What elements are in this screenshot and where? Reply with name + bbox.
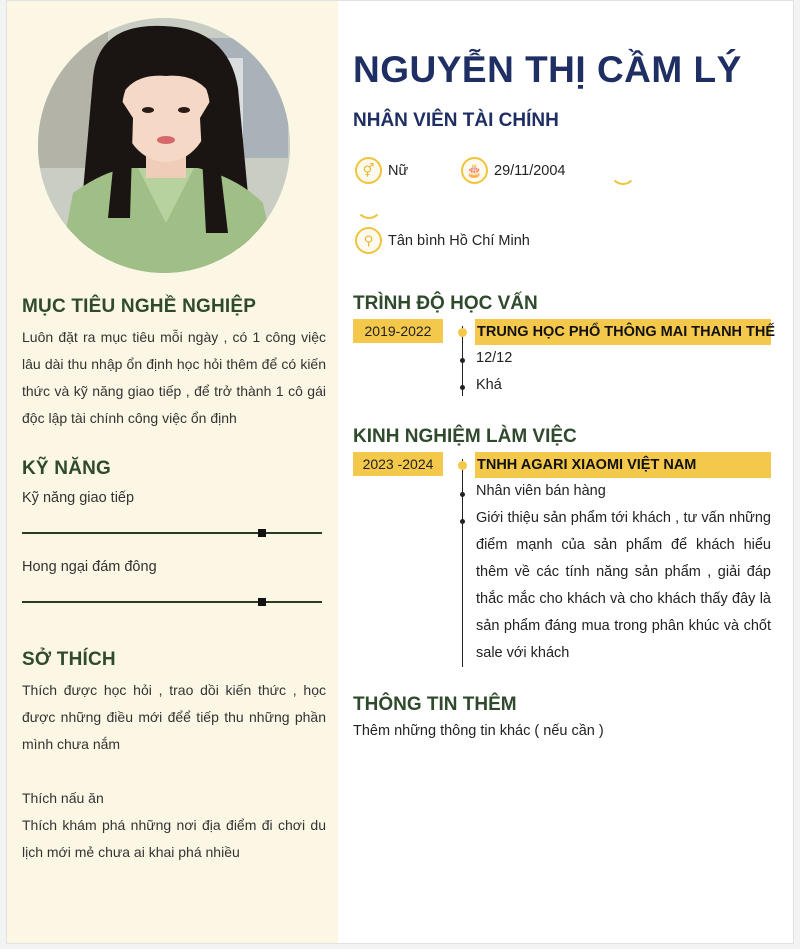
empty-icon-slot: [610, 159, 636, 185]
skill-level-bar: [22, 601, 322, 603]
career-goal-text: Luôn đặt ra mục tiêu mỗi ngày , có 1 công việc lâu dài thu nhập ổn định học hỏi thêm để có kiến thức và kỹ năng giao tiếp , để trở thành 1 cô gái độc lập tài chính công việc ổn định: [22, 329, 326, 426]
job-title: NHÂN VIÊN TÀI CHÍNH: [353, 110, 559, 131]
timeline-line: [462, 459, 463, 667]
address-info: [355, 227, 530, 254]
additional-title: THÔNG TIN THÊM: [353, 694, 517, 715]
hobby-item: Thích khám phá những nơi địa điểm đi chơi du lịch mới mẻ chưa ai khai phá nhiều: [22, 817, 326, 860]
avatar: [38, 18, 290, 273]
career-goal-title: MỤC TIÊU NGHỀ NGHIỆP: [22, 296, 257, 317]
sidebar: [7, 1, 338, 943]
education-grade: 12/12: [476, 350, 513, 366]
gender-value: Nữ: [388, 162, 409, 179]
hobby-item: Thích được học hỏi , trao dồi kiến thức , học được những điều mới đểể tiếp thu những phần mình chưa nắm: [22, 682, 326, 752]
hobbies-title: SỞ THÍCH: [22, 649, 116, 670]
gender-icon: ⚥: [355, 157, 382, 184]
experience-period: 2023 -2024: [353, 452, 443, 476]
experience-title: KINH NGHIỆM LÀM VIỆC: [353, 426, 577, 447]
hobby-item: Thích nấu ăn: [22, 790, 104, 806]
education-rank: Khá: [476, 377, 502, 393]
birthday-value: 29/11/2004: [494, 162, 566, 179]
empty-icon-slot: [356, 193, 382, 219]
education-school: TRUNG HỌC PHỔ THÔNG MAI THANH THẾ: [475, 319, 771, 345]
additional-text: Thêm những thông tin khác ( nếu cần ): [353, 723, 604, 739]
experience-position: Nhân viên bán hàng: [476, 483, 606, 499]
timeline-bullet: [460, 492, 465, 497]
skills-title: KỸ NĂNG: [22, 458, 112, 479]
birthday-info: [461, 157, 566, 184]
education-period: 2019-2022: [353, 319, 443, 343]
timeline-dot: [458, 328, 467, 337]
birthday-cake-icon: 🎂: [461, 157, 488, 184]
timeline-bullet: [460, 519, 465, 524]
map-pin-icon: ⚲: [355, 227, 382, 254]
timeline-bullet: [460, 385, 465, 390]
experience-description: Giới thiệu sản phẩm tới khách , tư vấn những điểm mạnh của sản phẩm để khách hiểu thêm về các tính năng sản phẩm , giải đáp thắc mắc cho khách và cho khách thấy đây là sản phẩm đáng mua trong phân khúc và chốt sale với khách: [476, 510, 771, 661]
skill-label: Kỹ năng giao tiếp: [22, 490, 135, 506]
timeline-bullet: [460, 358, 465, 363]
timeline-dot: [458, 461, 467, 470]
education-title: TRÌNH ĐỘ HỌC VẤN: [353, 293, 538, 314]
avatar-photo: [38, 18, 290, 273]
experience-company: TNHH AGARI XIAOMI VIỆT NAM: [475, 452, 771, 478]
skill-level-bar: [22, 532, 322, 534]
skill-label: Hong ngại đám đông: [22, 559, 157, 575]
address-value: Tân bình Hồ Chí Minh: [388, 232, 530, 249]
skill-level-knob: [258, 598, 266, 606]
cv-page: [6, 0, 794, 944]
full-name: NGUYỄN THỊ CẦM LÝ: [353, 49, 742, 90]
skill-level-knob: [258, 529, 266, 537]
gender-info: [355, 157, 408, 184]
